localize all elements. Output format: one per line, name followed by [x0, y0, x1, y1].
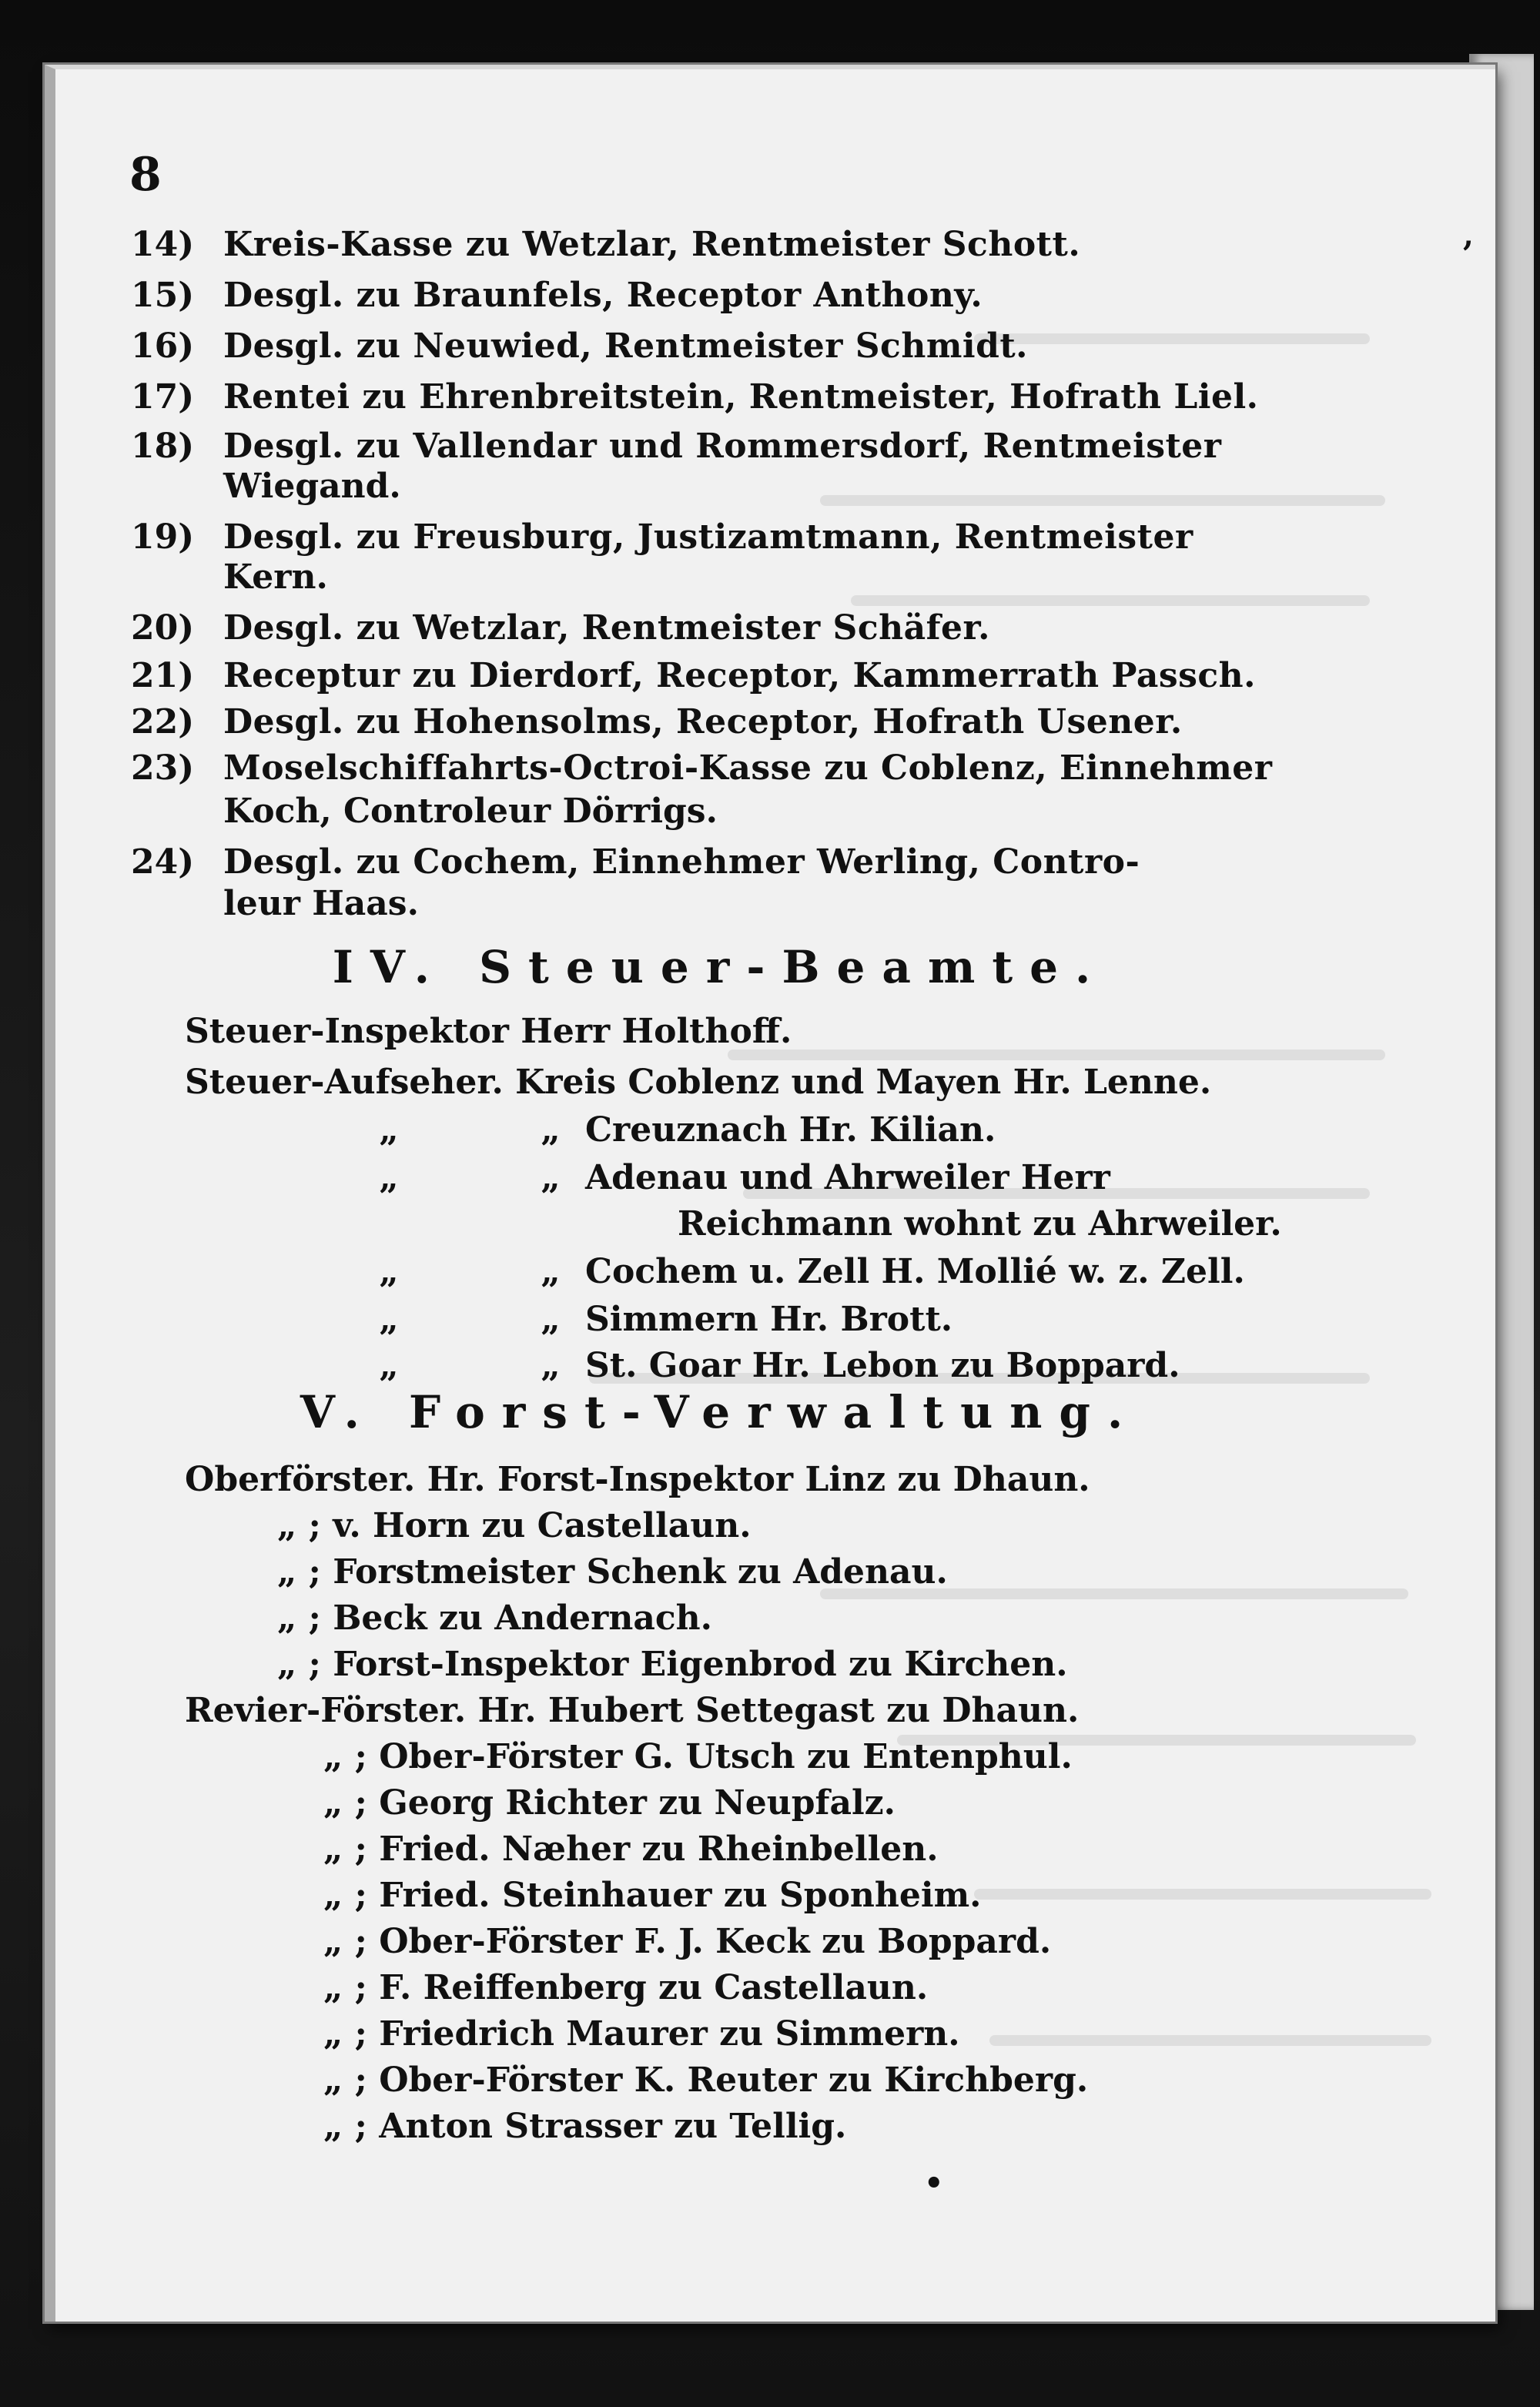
entry-text: Moselschiffahrts-Octroi-Kasse zu Coblenz, Einnehmer: [223, 748, 1273, 788]
entry-text: Desgl. zu Hohensolms, Receptor, Hofrath Usener.: [223, 702, 1183, 742]
steuer-row: [354, 1346, 1540, 1385]
steuer-row: [185, 1063, 1424, 1102]
entry-text: Desgl. zu Freusburg, Justizamtmann, Rentmeister: [223, 517, 1194, 557]
entry-number: 15): [131, 276, 195, 315]
entry-number: 24): [131, 842, 195, 882]
ditto-mark: „: [541, 1346, 561, 1385]
entry-19: [131, 517, 1371, 557]
entry-text: Desgl. zu Wetzlar, Rentmeister Schäfer.: [223, 608, 990, 648]
row-text: Steuer-Aufseher. Kreis Coblenz und Mayen Hr. Lenne.: [185, 1063, 1212, 1102]
entry-15: [131, 276, 1371, 315]
steuer-row: [354, 1252, 1540, 1291]
row-text: Reichmann wohnt zu Ahrweiler.: [678, 1204, 1282, 1244]
ditto-mark: „: [541, 1110, 561, 1150]
ditto-mark: „: [541, 1158, 561, 1197]
forst-row: „ ; Forst-Inspektor Eigenbrod zu Kirchen.: [277, 1645, 1068, 1684]
end-ornament: •: [924, 2165, 944, 2201]
entry-24-continuation: leur Haas.: [223, 884, 419, 923]
ditto-mark: „: [541, 1300, 561, 1339]
section-v-heading: V. Forst-Verwaltung.: [300, 1386, 1140, 1438]
revier-row: „ ; Fried. Steinhauer zu Sponheim.: [323, 1876, 982, 1915]
steuer-row: [354, 1300, 1540, 1339]
entry-number: 23): [131, 748, 195, 788]
ditto-mark: „: [379, 1346, 399, 1385]
entry-23: [131, 748, 1371, 788]
entry-text: Desgl. zu Vallendar und Rommersdorf, Rentmeister: [223, 427, 1222, 466]
entry-text: Desgl. zu Braunfels, Receptor Anthony.: [223, 276, 983, 315]
revier-row: „ ; F. Reiffenberg zu Castellaun.: [323, 1968, 929, 2007]
entry-16: [131, 326, 1371, 366]
row-text: Simmern Hr. Brott.: [585, 1300, 953, 1339]
steuer-row: [354, 1158, 1540, 1197]
ditto-mark: „: [379, 1158, 399, 1197]
row-text: Cochem u. Zell H. Mollié w. z. Zell.: [585, 1252, 1245, 1291]
row-text: St. Goar Hr. Lebon zu Boppard.: [585, 1346, 1180, 1385]
entry-number: 19): [131, 517, 195, 557]
entry-number: 21): [131, 656, 195, 695]
entry-text: Receptur zu Dierdorf, Receptor, Kammerrath Passch.: [223, 656, 1256, 695]
ditto-mark: „: [379, 1110, 399, 1150]
steuer-inspektor: Steuer-Inspektor Herr Holthoff.: [185, 1012, 792, 1051]
revier-row: „ ; Anton Strasser zu Tellig.: [323, 2107, 847, 2146]
entry-20: [131, 608, 1371, 648]
entry-text: Desgl. zu Neuwied, Rentmeister Schmidt.: [223, 326, 1028, 366]
entry-22: [131, 702, 1371, 742]
entry-text: Rentei zu Ehrenbreitstein, Rentmeister, Hofrath Liel.: [223, 377, 1259, 417]
section-iv-heading: IV. Steuer-Beamte.: [332, 941, 1108, 993]
revier-row: „ ; Fried. Næher zu Rheinbellen.: [323, 1830, 939, 1869]
page-number: 8: [129, 148, 162, 202]
revier-row: „ ; Ober-Förster K. Reuter zu Kirchberg.: [323, 2061, 1089, 2100]
entry-18: [131, 427, 1371, 466]
steuer-row: [354, 1110, 1540, 1150]
entry-24: [131, 842, 1371, 882]
revier-row: „ ; Ober-Förster F. J. Keck zu Boppard.: [323, 1922, 1052, 1961]
revier-row: „ ; Ober-Förster G. Utsch zu Entenphul.: [323, 1737, 1073, 1776]
entry-21: [131, 656, 1371, 695]
ditto-mark: „: [379, 1252, 399, 1291]
entry-text: Desgl. zu Cochem, Einnehmer Werling, Contro-: [223, 842, 1140, 882]
forst-row: „ ; Forstmeister Schenk zu Adenau.: [277, 1552, 948, 1592]
entry-23-continuation: Koch, Controleur Dörrigs.: [223, 792, 718, 831]
entry-number: 16): [131, 326, 195, 366]
entry-number: 14): [131, 225, 195, 264]
entry-18-continuation: Wiegand.: [223, 467, 401, 506]
ditto-mark: „: [541, 1252, 561, 1291]
entry-number: 18): [131, 427, 195, 466]
forst-row: Oberförster. Hr. Forst-Inspektor Linz zu Dhaun.: [185, 1460, 1090, 1499]
entry-text: Kreis-Kasse zu Wetzlar, Rentmeister Schott.: [223, 225, 1081, 264]
entry-number: 17): [131, 377, 195, 417]
margin-mark: ,: [1463, 217, 1474, 253]
entry-17: [131, 377, 1371, 417]
revier-row: „ ; Georg Richter zu Neupfalz.: [323, 1783, 896, 1823]
entry-19-continuation: Kern.: [223, 557, 328, 597]
forst-row: „ ; Beck zu Andernach.: [277, 1599, 712, 1638]
entry-14: [131, 225, 1371, 264]
entry-number: 22): [131, 702, 195, 742]
revier-row: Revier-Förster. Hr. Hubert Settegast zu Dhaun.: [185, 1691, 1080, 1730]
forst-row: „ ; v. Horn zu Castellaun.: [277, 1506, 752, 1545]
row-text: Adenau und Ahrweiler Herr: [585, 1158, 1110, 1197]
ditto-mark: „: [379, 1300, 399, 1339]
steuer-row: [678, 1204, 1540, 1244]
entry-number: 20): [131, 608, 195, 648]
revier-row: „ ; Friedrich Maurer zu Simmern.: [323, 2014, 960, 2054]
row-text: Creuznach Hr. Kilian.: [585, 1110, 996, 1150]
